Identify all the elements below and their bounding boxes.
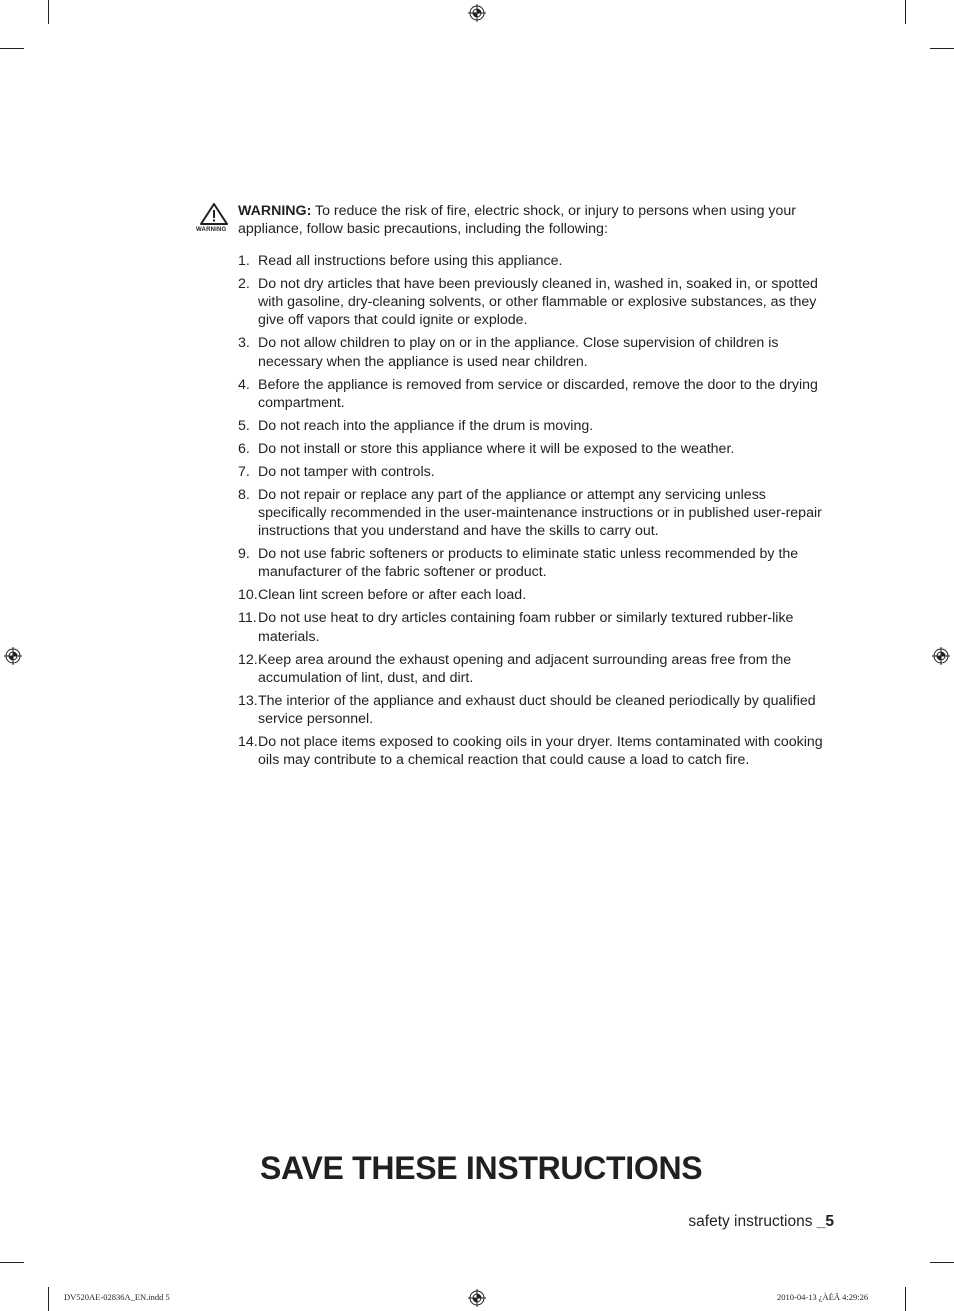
crop-mark <box>48 1287 49 1311</box>
registration-mark-icon <box>932 647 950 665</box>
list-item-text: Do not repair or replace any part of the appliance or attempt any servicing unless specifically recommended in the user-maintenance instructions or in published user-repair instructions that you understand and have the skills to carry out. <box>258 486 822 540</box>
list-item-text: Do not tamper with controls. <box>258 463 435 480</box>
list-item-number: 7. <box>238 463 250 480</box>
crop-mark <box>905 1287 906 1311</box>
list-item-number: 10. <box>238 587 258 604</box>
warning-body: To reduce the risk of fire, electric shock, or injury to persons when using your appliance, follow basic precautions, including the following: <box>238 203 796 238</box>
list-item-text: Do not use heat to dry articles containing foam rubber or similarly textured rubber-like materials. <box>258 610 794 645</box>
safety-rules-list <box>238 252 838 774</box>
footer-section: safety instructions <box>688 1213 817 1230</box>
list-item <box>238 733 838 769</box>
crop-mark <box>930 48 954 49</box>
warning-triangle-icon <box>199 202 229 226</box>
list-item-number: 1. <box>238 253 250 269</box>
list-item-number: 12. <box>238 651 258 668</box>
list-item <box>238 545 838 581</box>
crop-mark <box>930 1262 954 1263</box>
list-item-text: Read all instructions before using this appliance. <box>258 253 563 269</box>
warning-text <box>238 202 838 238</box>
list-item-text: Before the appliance is removed from service or discarded, remove the door to the drying compartment. <box>258 376 818 411</box>
list-item-text: The interior of the appliance and exhaust duct should be cleaned periodically by qualified service personnel. <box>258 692 816 728</box>
list-item-number: 3. <box>238 335 250 352</box>
list-item <box>238 334 838 370</box>
page-number: _5 <box>816 1213 834 1230</box>
list-item <box>238 609 838 645</box>
warning-icon-group <box>196 202 234 233</box>
crop-mark <box>0 1262 24 1263</box>
list-item <box>238 692 838 728</box>
crop-mark <box>0 48 24 49</box>
list-item-number: 11. <box>238 610 257 627</box>
list-item <box>238 651 838 687</box>
list-item <box>238 586 838 604</box>
list-item-number: 6. <box>238 440 250 457</box>
list-item <box>238 376 838 412</box>
list-item-text: Do not place items exposed to cooking oils in your dryer. Items contaminated with cooking oils may contribute to a chemical reaction that could cause a load to catch fire. <box>258 734 823 769</box>
list-item-number: 8. <box>238 486 250 503</box>
list-item-number: 14. <box>238 734 258 751</box>
list-item-number: 5. <box>238 417 250 434</box>
list-item-text: Do not install or store this appliance where it will be exposed to the weather. <box>258 440 735 457</box>
list-item-text: Do not use fabric softeners or products to eliminate static unless recommended by the manufacturer of the fabric softener or product. <box>258 546 799 581</box>
slug-timestamp: 2010-04-13 ¿ÀÈÄ 4:29:26 <box>777 1292 869 1302</box>
registration-mark-icon <box>4 647 22 665</box>
save-instructions-title: SAVE THESE INSTRUCTIONS <box>260 1150 703 1186</box>
page-footer <box>688 1213 834 1231</box>
list-item <box>238 417 838 435</box>
list-item-text: Do not allow children to play on or in the appliance. Close supervision of children is necessary when the appliance is used near children. <box>258 335 779 370</box>
crop-mark <box>905 0 906 24</box>
warning-lead: WARNING: <box>238 203 312 219</box>
list-item-number: 13. <box>238 692 258 709</box>
list-item <box>238 440 838 458</box>
registration-mark-icon <box>468 4 486 22</box>
crop-mark <box>48 0 49 24</box>
list-item <box>238 252 838 270</box>
list-item <box>238 486 838 541</box>
list-item <box>238 275 838 330</box>
list-item-text: Do not dry articles that have been previously cleaned in, washed in, soaked in, or spotted with gasoline, dry-cleaning solvents, or other flammable or explosive substances, as they give off vapors that could ignite or explode. <box>258 276 818 329</box>
list-item <box>238 463 838 481</box>
registration-mark-icon <box>468 1289 486 1307</box>
slug-filename: DV520AE-02836A_EN.indd 5 <box>64 1292 170 1302</box>
list-item-text: Do not reach into the appliance if the drum is moving. <box>258 417 594 434</box>
list-item-number: 9. <box>238 546 250 563</box>
warning-icon-label: WARNING <box>196 227 227 233</box>
list-item-number: 2. <box>238 276 250 292</box>
list-item-text: Keep area around the exhaust opening and adjacent surrounding areas free from the accumulation of lint, dust, and dirt. <box>258 651 792 686</box>
list-item-text: Clean lint screen before or after each load. <box>258 587 527 604</box>
list-item-number: 4. <box>238 376 250 393</box>
